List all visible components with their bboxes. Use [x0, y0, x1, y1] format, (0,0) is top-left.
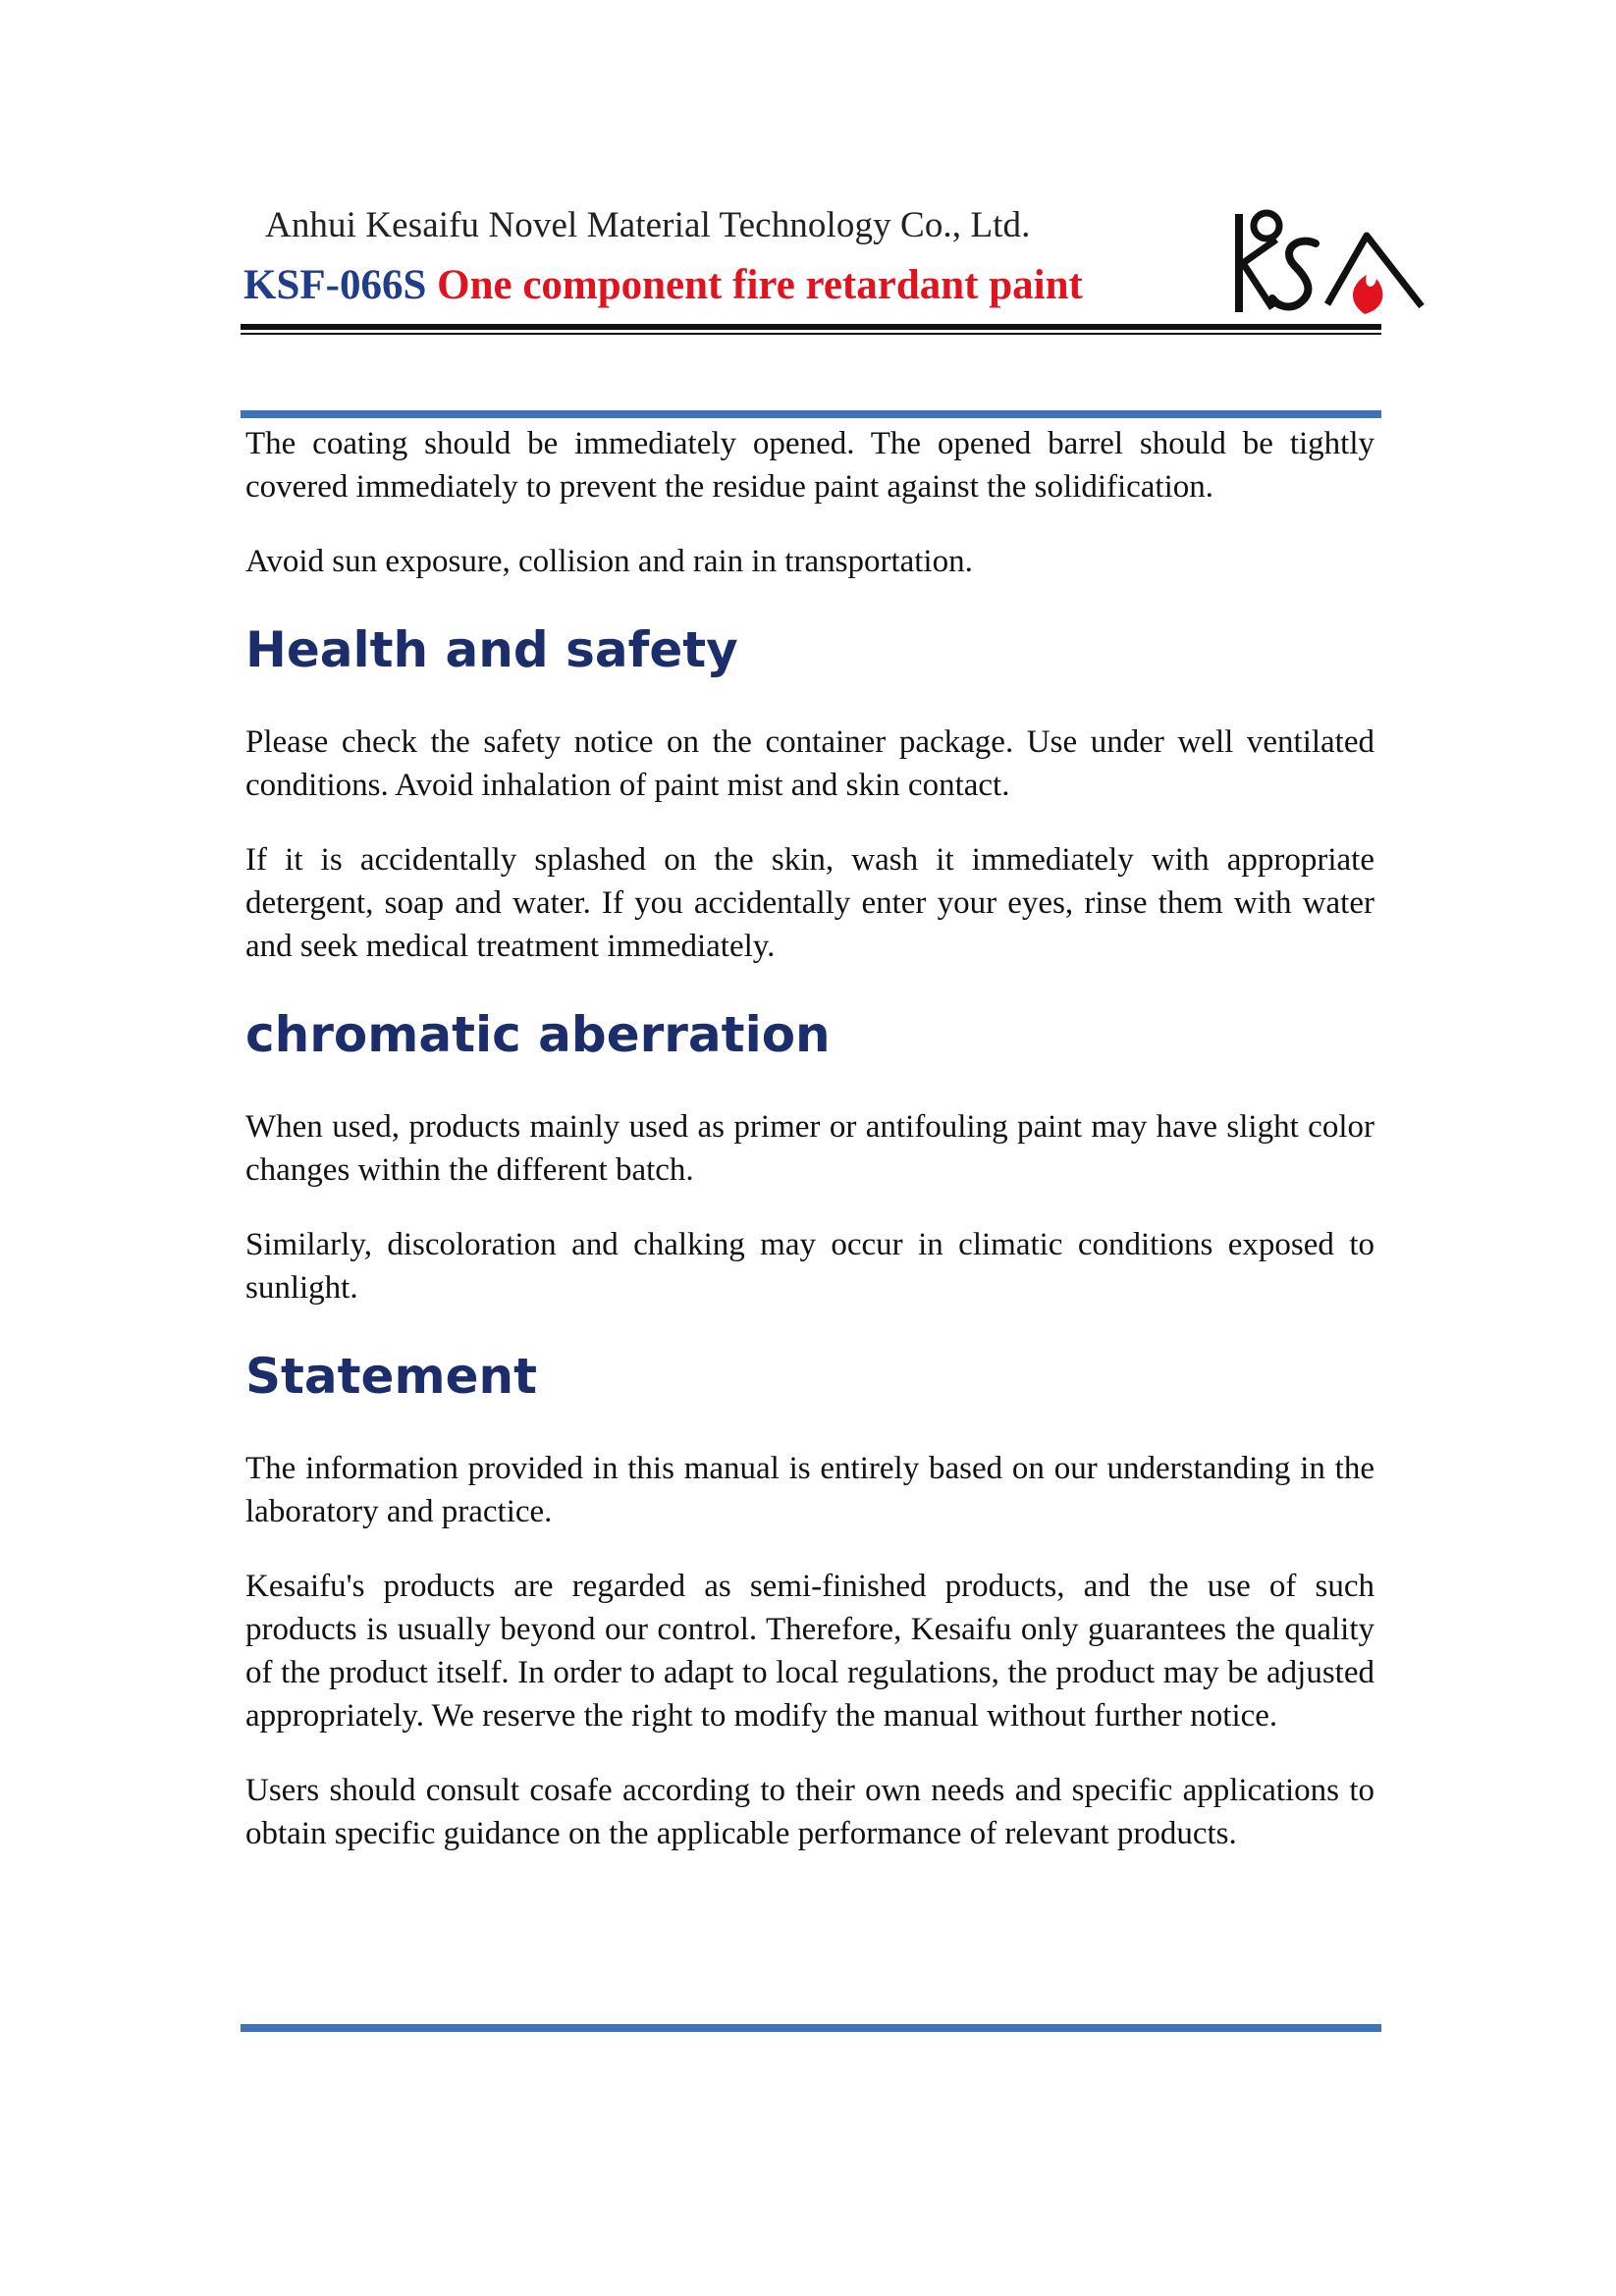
- section-heading-health: Health and safety: [245, 621, 738, 678]
- paragraph: The information provided in this manual is entirely based on our understanding in the laboratory and practice.: [245, 1451, 1374, 1529]
- ksf-logo: [1229, 206, 1426, 320]
- content-bottom-rule: [241, 2024, 1381, 2032]
- paragraph: The coating should be immediately opened. The opened barrel should be tightly covered immediately to prevent the residue paint against the solidification.: [245, 426, 1374, 505]
- section-heading-statement: Statement: [245, 1348, 537, 1405]
- header-rule-thick: [241, 324, 1381, 330]
- logo-k-arm: [1243, 240, 1276, 263]
- logo-s: [1272, 241, 1316, 307]
- paragraph: Similarly, discoloration and chalking may occur in climatic conditions exposed to sunlight.: [245, 1227, 1374, 1306]
- paragraph: Avoid sun exposure, collision and rain in transportation.: [245, 544, 973, 579]
- company-name: Anhui Kesaifu Novel Material Technology Co., Ltd.: [265, 205, 1031, 245]
- paragraph: If it is accidentally splashed on the skin, wash it immediately with appropriate detergent, soap and water. If you accidentally enter your eyes, rinse them with water and seek medical treatment immediately.: [245, 842, 1374, 964]
- content-top-rule: [241, 410, 1381, 418]
- product-name: One component fire retardant paint: [437, 262, 1083, 308]
- logo-k-stem: [1235, 214, 1243, 312]
- product-code: KSF-066S: [243, 262, 427, 308]
- paragraph: Users should consult cosafe according to their own needs and specific applications to obtain specific guidance on the applicable performance of relevant products.: [245, 1773, 1374, 1851]
- paragraph: When used, products mainly used as primer or antifouling paint may have slight color changes within the different batch.: [245, 1109, 1374, 1188]
- section-heading-chromatic: chromatic aberration: [245, 1006, 831, 1063]
- paragraph: Please check the safety notice on the container package. Use under well ventilated conditions. Avoid inhalation of paint mist and skin contact.: [245, 724, 1374, 803]
- document-title: [243, 261, 1083, 309]
- flame-icon: [1353, 275, 1382, 314]
- paragraph: Kesaifu's products are regarded as semi-finished products, and the use of such products is usually beyond our control. Therefore, Kesaifu only guarantees the quality of the product itself. In order to adapt to local regulations, the product may be adjusted appropriately. We reserve the right to modify the manual without further notice.: [245, 1569, 1374, 1734]
- header-rule-thin: [241, 333, 1381, 335]
- document-content: [245, 422, 1374, 1887]
- logo-k-loop: [1254, 213, 1279, 239]
- logo-k-leg: [1243, 263, 1272, 308]
